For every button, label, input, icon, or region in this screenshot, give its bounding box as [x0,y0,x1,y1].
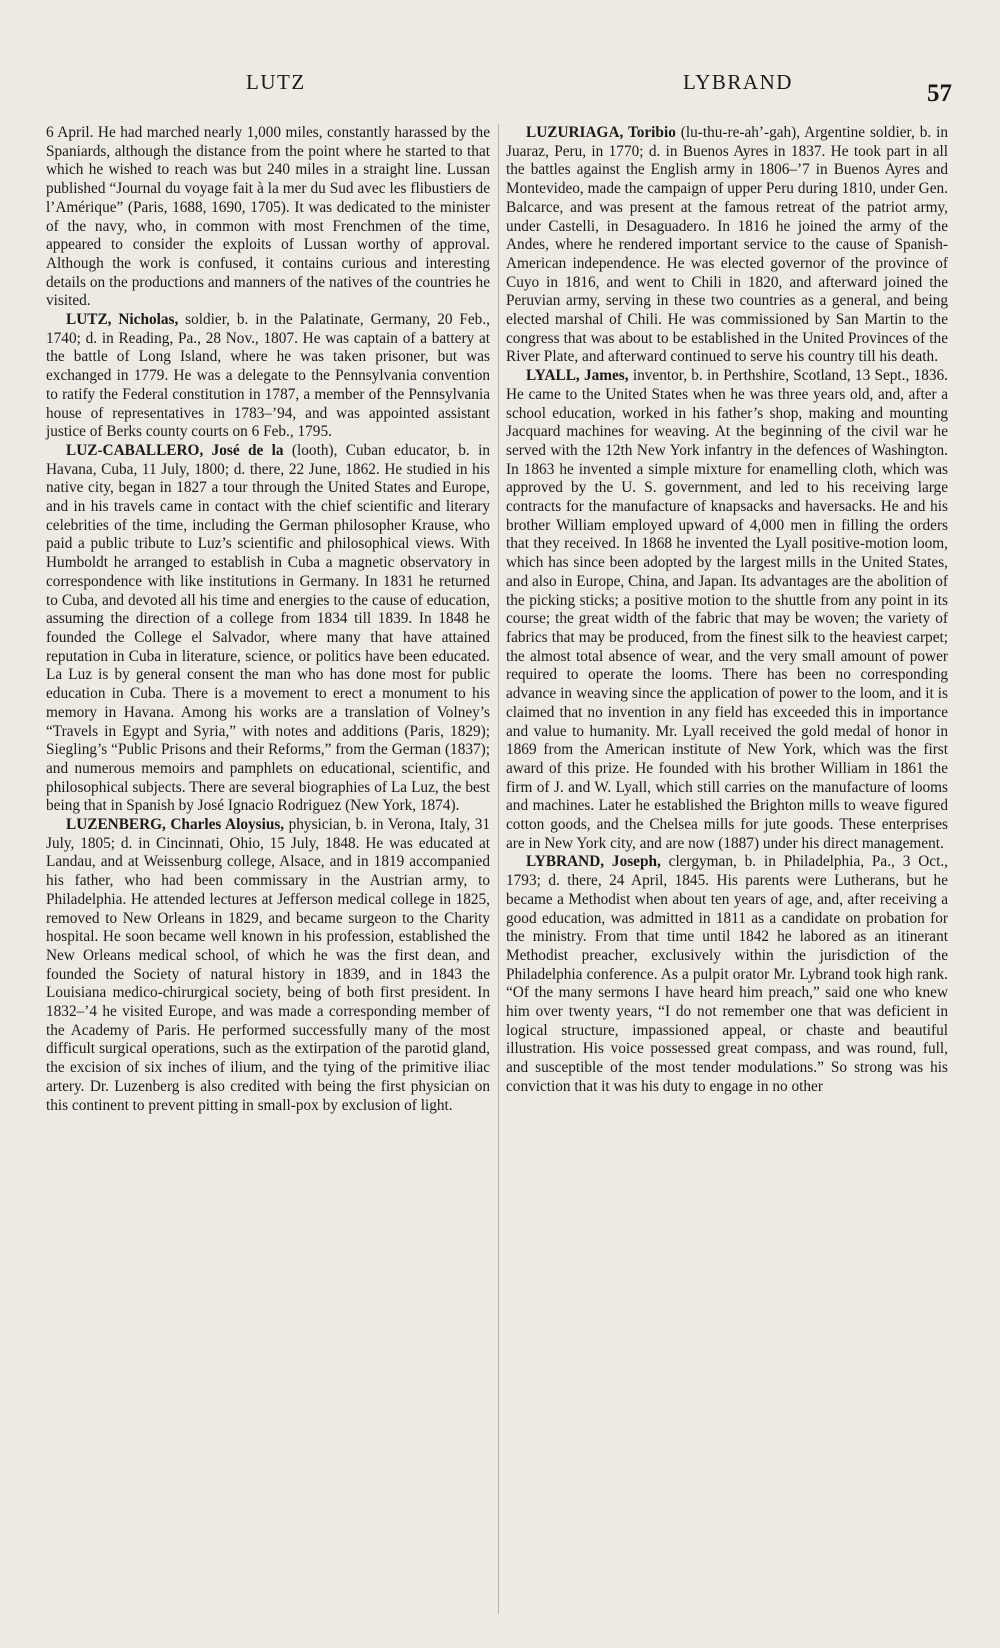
entry-luz-caballero [46,442,490,816]
entry-lyall [506,367,948,853]
page-number: 57 [927,80,952,107]
entry-head: LUZ-CABALLERO, José de la [66,441,284,459]
right-column [506,124,948,1097]
entry-head: LUTZ, Nicholas, [66,311,179,329]
entry-text: (looth), Cuban educator, b. in Havana, Cuba, 11 July, 1800; d. there, 22 June, 1862. He studied in his native city, began in 1827 a tour through the United States and Europe, and in his travels came in contact with the chief scientific and literary celebrities of the time, including the German philosopher Krause, who paid a public tribute to Luz’s scientific and philosophical views. With Humboldt he arranged to establish in Cuba a magnetic observatory in correspondence with like institutions in Germany. In 1831 he returned to Cuba, and devoted all his time and energies to the cause of education, assuming the direction of a college from 1834 till 1839. In 1848 he founded the College el Salvador, where many that have attained reputation in Cuba in literature, science, or politics have been educated. La Luz is by general consent the man who has done most for public education in Cuba. There is a movement to erect a monument to his memory in Havana. Among his works are a translation of Volney’s “Travels in Egypt and Syria,” with notes and additions (Paris, 1829); Siegling’s “Public Prisons and their Reforms,” from the German (1837); and numerous memoirs and pamphlets on educational, scientific, and philosophical subjects. There are several biographies of La Luz, the best being that in Spanish by José Ignacio Rodriguez (New York, 1874). [46,441,490,815]
entry-text: 6 April. He had marched nearly 1,000 miles, constantly harassed by the Spaniards, although the distance from the point where he started to that which he wished to reach was but 240 miles in a straight line. Lussan published “Journal du voyage fait à la mer du Sud avec les flibustiers de l’Amérique” (Paris, 1688, 1690, 1705). It was dedicated to the minister of the navy, who, in common with most Frenchmen of the time, appeared to consider the exploits of Lussan worthy of approval. Although the work is confused, it contains curious and interesting details on the productions and manners of the natives of the countries he visited. [46,124,490,310]
entry-luzuriaga [506,124,948,367]
entry-head: LUZENBERG, Charles Aloysius, [66,816,285,834]
running-head-right: LYBRAND [683,70,793,94]
column-divider [498,124,499,1614]
left-column [46,124,490,1115]
entry-head: LYBRAND, Joseph, [526,853,661,871]
running-head-left: LUTZ [246,70,306,94]
entry-luzenberg [46,816,490,1115]
entry-text: (lu-thu-re-ah’-gah), Argentine soldier, b. in Juaraz, Peru, in 1770; d. in Buenos Ayres in 1837. He took part in all the battles against the English army in 1806–’7 in Buenos Ayres and Montevideo, made the campaign of upper Peru during 1810, under Gen. Balcarce, and was present at the famous retreat of the patriot army, under Castelli, in Desaguadero. In 1816 he joined the army of the Andes, where he rendered important service to the cause of Spanish-American independence. He was elected governor of the province of Cuyo in 1816, and went to Chili in 1820, and afterward joined the Peruvian army, serving in these two countries as a general, and being elected marshal of Chili. He was commissioned by San Martin to the congress that was about to be established in the United Provinces of the River Plate, and afterward continued to serve his country till his death. [506,124,948,366]
entry-text: physician, b. in Verona, Italy, 31 July, 1805; d. in Cincinnati, Ohio, 15 July, 1848. He was educated at Landau, and at Weissenburg college, Alsace, and in 1819 accompanied his father, who had been commissary in the Austrian army, to Philadelphia. He attended lectures at Jefferson medical college in 1825, removed to New Orleans in 1829, and became surgeon to the Charity hospital. He soon became well known in his profession, established the New Orleans medical school, of which he was the first dean, and founded the Society of natural history in 1839, and in 1843 the Louisiana medico-chirurgical society, being of both first president. In 1832–’4 he visited Europe, and was made a corresponding member of the Academy of Paris. He performed successfully many of the most difficult surgical operations, such as the extirpation of the parotid gland, the excision of six inches of ilium, and the tying of the primitive iliac artery. Dr. Luzenberg is also credited with being the first physician on this continent to prevent pitting in small-pox by exclusion of light. [46,816,491,1114]
entry-text: soldier, b. in the Palatinate, Germany, 20 Feb., 1740; d. in Reading, Pa., 28 Nov., 1807. He was captain of a battery at the battle of Long Island, where he was taken prisoner, but was exchanged in 1779. He was a delegate to the Pennsylvania convention to ratify the Federal constitution in 1787, a member of the Pennsylvania house of representatives in 1783–’94, and was appointed assistant justice of Berks county courts on 6 Feb., 1795. [46,311,490,441]
entry-head: LUZURIAGA, Toribio [526,124,676,141]
entry-lutz [46,311,490,442]
entry-continuation [46,124,490,311]
entry-head: LYALL, James, [526,367,629,385]
entry-text: clergyman, b. in Philadelphia, Pa., 3 Oct., 1793; d. there, 24 April, 1845. His parents were Lutherans, but he became a Methodist when about ten years of age, and, after receiving a good education, was admitted in 1811 as a candidate on probation for the ministry. From that time until 1842 he labored as an itinerant Methodist preacher, exclusively within the jurisdiction of the Philadelphia conference. As a pulpit orator Mr. Lybrand took high rank. “Of the many sermons I have heard him preach,” said one who knew him over twenty years, “I do not remember one that was deficient in logical structure, impassioned appeal, or chaste and beautiful illustration. His voice possessed great compass, and was round, full, and susceptible of the most tender modulations.” So strong was his conviction that it was his duty to engage in no other [506,853,948,1095]
entry-text: inventor, b. in Perthshire, Scotland, 13 Sept., 1836. He came to the United States when he was three years old, and, after a school education, worked in his father’s shop, making and mounting Jacquard machines for weaving. At the beginning of the civil war he served with the 12th New York infantry in the defences of Washington. In 1863 he invented a simple mixture for enamelling cloth, which was approved by the U. S. government, and led to his receiving large contracts for the manufacture of knapsacks and haversacks. He and his brother William employed upward of 4,000 men in filling the orders that they received. In 1868 he invented the Lyall positive-motion loom, which has since been adopted by the largest mills in the United States, and also in Europe, China, and Japan. Its advantages are the abolition of the picking sticks; a positive motion to the shuttle from any point in its course; the great width of the fabric that may be woven; the variety of fabrics that may be produced, from the finest silk to the heaviest carpet; the almost total absence of wear, and the very small amount of power required to operate the looms. There has been no corresponding advance in weaving since the application of power to the loom, and it is claimed that no invention in any field has exceeded this in importance and value to humanity. Mr. Lyall received the gold medal of honor in 1869 from the American institute of New York, which was the first award of this prize. He founded with his brother William in 1861 the firm of J. and W. Lyall, which still carries on the manufacture of looms and machines. Later he established the Brighton mills to weave figured cotton goods, and the Chelsea mills for jute goods. These enterprises are in New York city, and are now (1887) under his direct management. [506,367,948,852]
entry-lybrand [506,853,948,1096]
